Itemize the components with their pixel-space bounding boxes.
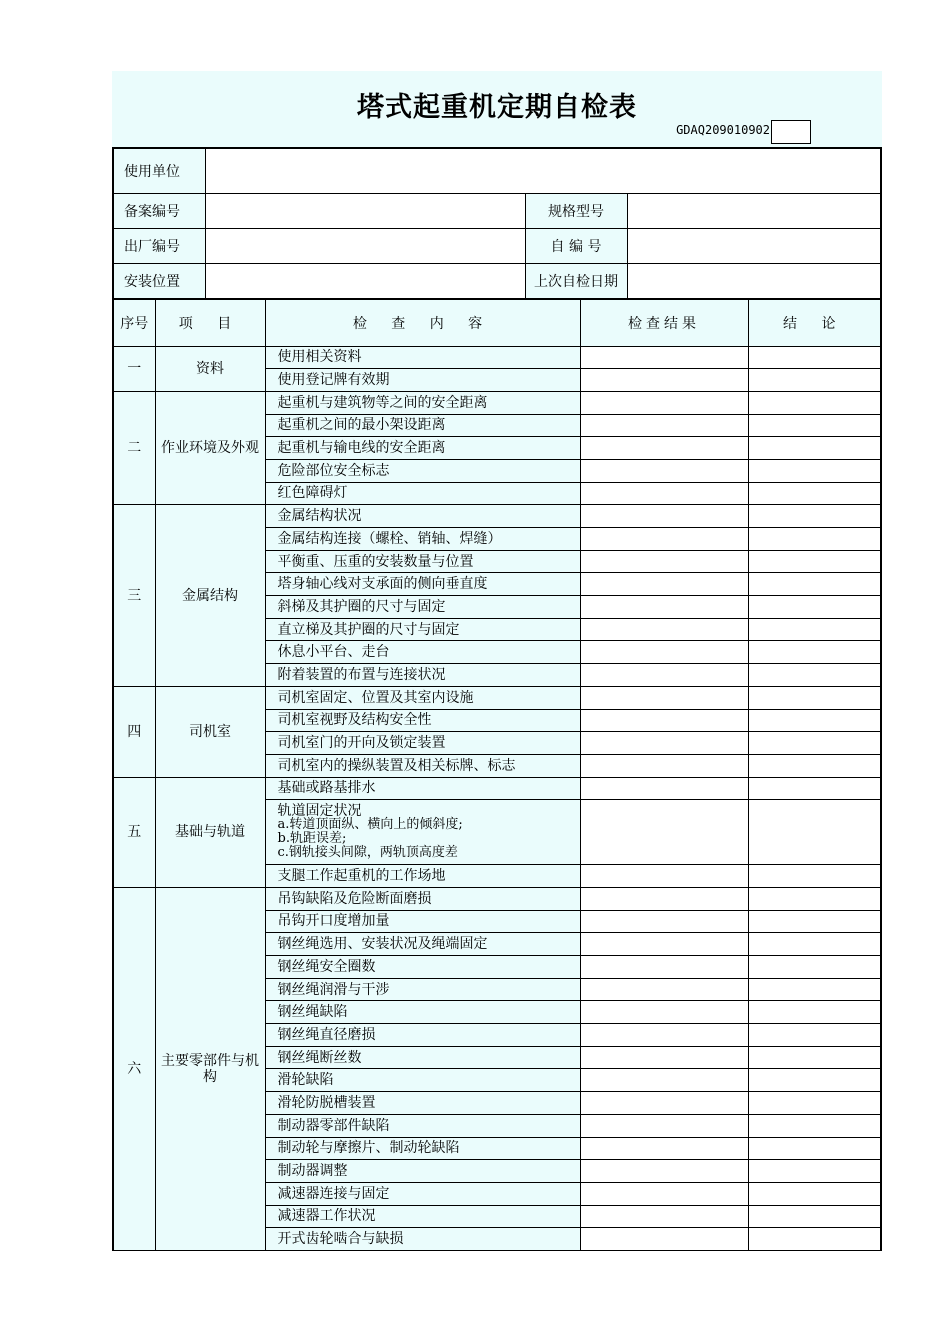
section-name: 基础与轨道 — [155, 777, 265, 887]
conclusion-cell[interactable] — [748, 1205, 881, 1228]
col-content: 检 查 内 容 — [265, 299, 580, 346]
col-item: 项 目 — [155, 299, 265, 346]
result-cell[interactable] — [580, 1024, 748, 1047]
conclusion-cell[interactable] — [748, 618, 881, 641]
section-seq: 二 — [113, 391, 155, 504]
result-cell[interactable] — [580, 1046, 748, 1069]
table-row — [113, 346, 881, 369]
check-item: 使用登记牌有效期 — [265, 369, 580, 392]
track-fixing-subitem: a.转道顶面纵、横向上的倾斜度; — [277, 817, 463, 833]
check-item-track-fixing — [265, 800, 580, 865]
conclusion-cell[interactable] — [748, 505, 881, 528]
record-no-label: 备案编号 — [113, 193, 205, 228]
result-cell[interactable] — [580, 1001, 748, 1024]
conclusion-cell[interactable] — [748, 1114, 881, 1137]
check-item: 起重机之间的最小架设距离 — [265, 414, 580, 437]
check-item: 金属结构连接（螺栓、销轴、焊缝） — [265, 528, 580, 551]
check-item: 减速器工作状况 — [265, 1205, 580, 1228]
section-name: 金属结构 — [155, 505, 265, 687]
result-cell[interactable] — [580, 414, 748, 437]
result-cell[interactable] — [580, 391, 748, 414]
page-title: 塔式起重机定期自检表 — [357, 92, 637, 123]
result-cell[interactable] — [580, 573, 748, 596]
section-name: 作业环境及外观 — [155, 391, 265, 504]
check-item: 司机室内的操纵装置及相关标牌、标志 — [265, 754, 580, 777]
conclusion-cell[interactable] — [748, 1137, 881, 1160]
result-cell[interactable] — [580, 777, 748, 800]
result-cell[interactable] — [580, 641, 748, 664]
check-item: 平衡重、压重的安装数量与位置 — [265, 550, 580, 573]
section-seq: 五 — [113, 777, 155, 887]
result-cell[interactable] — [580, 505, 748, 528]
table-row — [113, 686, 881, 709]
table-row — [113, 887, 881, 910]
factory-no-label: 出厂编号 — [113, 228, 205, 263]
check-item: 吊钩开口度增加量 — [265, 910, 580, 933]
check-item: 钢丝绳直径磨损 — [265, 1024, 580, 1047]
model-label: 规格型号 — [525, 193, 627, 228]
inspection-table — [112, 299, 882, 1251]
conclusion-cell[interactable] — [748, 482, 881, 505]
conclusion-cell[interactable] — [748, 664, 881, 687]
conclusion-cell[interactable] — [748, 800, 881, 865]
conclusion-cell[interactable] — [748, 1160, 881, 1183]
result-cell[interactable] — [580, 910, 748, 933]
section-seq: 三 — [113, 505, 155, 687]
result-cell[interactable] — [580, 1160, 748, 1183]
section-name: 司机室 — [155, 686, 265, 777]
header-row — [113, 299, 881, 346]
last-check-label: 上次自检日期 — [525, 263, 627, 298]
result-cell[interactable] — [580, 369, 748, 392]
check-item: 开式齿轮啮合与缺损 — [265, 1228, 580, 1251]
result-cell[interactable] — [580, 1228, 748, 1251]
location-field[interactable] — [205, 263, 525, 298]
conclusion-cell[interactable] — [748, 1001, 881, 1024]
check-item: 滑轮防脱槽装置 — [265, 1092, 580, 1115]
check-item: 使用相关资料 — [265, 346, 580, 369]
conclusion-cell[interactable] — [748, 933, 881, 956]
result-cell[interactable] — [580, 1205, 748, 1228]
check-item: 钢丝绳安全圈数 — [265, 956, 580, 979]
check-item: 塔身轴心线对支承面的侧向垂直度 — [265, 573, 580, 596]
result-cell[interactable] — [580, 865, 748, 888]
check-item: 危险部位安全标志 — [265, 459, 580, 482]
check-item: 制动轮与摩擦片、制动轮缺陷 — [265, 1137, 580, 1160]
section-name: 主要零部件与机构 — [155, 887, 265, 1250]
section-seq: 六 — [113, 887, 155, 1250]
result-cell[interactable] — [580, 482, 748, 505]
result-cell[interactable] — [580, 732, 748, 755]
conclusion-cell[interactable] — [748, 369, 881, 392]
record-no-field[interactable] — [205, 193, 525, 228]
conclusion-cell[interactable] — [748, 1069, 881, 1092]
conclusion-cell[interactable] — [748, 459, 881, 482]
form-sheet — [112, 71, 882, 1251]
form-code: GDAQ209010902 — [676, 123, 770, 137]
check-item: 红色障碍灯 — [265, 482, 580, 505]
result-cell[interactable] — [580, 1137, 748, 1160]
factory-no-field[interactable] — [205, 228, 525, 263]
conclusion-cell[interactable] — [748, 1092, 881, 1115]
conclusion-cell[interactable] — [748, 978, 881, 1001]
conclusion-cell[interactable] — [748, 550, 881, 573]
conclusion-cell[interactable] — [748, 777, 881, 800]
result-cell[interactable] — [580, 459, 748, 482]
result-cell[interactable] — [580, 754, 748, 777]
conclusion-cell[interactable] — [748, 1182, 881, 1205]
conclusion-cell[interactable] — [748, 1228, 881, 1251]
col-result: 检查结果 — [580, 299, 748, 346]
conclusion-cell[interactable] — [748, 1024, 881, 1047]
result-cell[interactable] — [580, 933, 748, 956]
table-row — [113, 505, 881, 528]
last-check-field[interactable] — [627, 263, 881, 298]
result-cell[interactable] — [580, 1092, 748, 1115]
conclusion-cell[interactable] — [748, 391, 881, 414]
result-cell[interactable] — [580, 664, 748, 687]
result-cell[interactable] — [580, 800, 748, 865]
location-label: 安装位置 — [113, 263, 205, 298]
check-item: 起重机与建筑物等之间的安全距离 — [265, 391, 580, 414]
result-cell[interactable] — [580, 437, 748, 460]
result-cell[interactable] — [580, 1114, 748, 1137]
result-cell[interactable] — [580, 956, 748, 979]
result-cell[interactable] — [580, 978, 748, 1001]
track-fixing-title: 轨道固定状况 — [277, 803, 362, 820]
result-cell[interactable] — [580, 887, 748, 910]
check-item: 滑轮缺陷 — [265, 1069, 580, 1092]
conclusion-cell[interactable] — [748, 754, 881, 777]
check-item: 金属结构状况 — [265, 505, 580, 528]
conclusion-cell[interactable] — [748, 346, 881, 369]
conclusion-cell[interactable] — [748, 709, 881, 732]
self-no-field[interactable] — [627, 228, 881, 263]
section-name: 资料 — [155, 346, 265, 391]
check-item: 休息小平台、走台 — [265, 641, 580, 664]
check-item: 起重机与输电线的安全距离 — [265, 437, 580, 460]
result-cell[interactable] — [580, 596, 748, 619]
result-cell[interactable] — [580, 618, 748, 641]
conclusion-cell[interactable] — [748, 910, 881, 933]
check-item: 基础或路基排水 — [265, 777, 580, 800]
conclusion-cell[interactable] — [748, 528, 881, 551]
check-item: 钢丝绳选用、安装状况及绳端固定 — [265, 933, 580, 956]
user-unit-label: 使用单位 — [113, 148, 205, 193]
conclusion-cell[interactable] — [748, 732, 881, 755]
result-cell[interactable] — [580, 1069, 748, 1092]
result-cell[interactable] — [580, 346, 748, 369]
check-item: 制动器调整 — [265, 1160, 580, 1183]
check-item: 减速器连接与固定 — [265, 1182, 580, 1205]
title-band — [112, 71, 882, 147]
check-item: 斜梯及其护圈的尺寸与固定 — [265, 596, 580, 619]
conclusion-cell[interactable] — [748, 887, 881, 910]
table-row — [113, 777, 881, 800]
check-item: 司机室门的开向及锁定装置 — [265, 732, 580, 755]
col-seq: 序号 — [113, 299, 155, 346]
check-item: 制动器零部件缺陷 — [265, 1114, 580, 1137]
section-seq: 四 — [113, 686, 155, 777]
check-item: 钢丝绳缺陷 — [265, 1001, 580, 1024]
result-cell[interactable] — [580, 528, 748, 551]
form-code-suffix-field[interactable] — [771, 120, 811, 144]
check-item: 钢丝绳断丝数 — [265, 1046, 580, 1069]
track-fixing-subitem: b.轨距误差; — [277, 831, 347, 847]
check-item: 附着装置的布置与连接状况 — [265, 664, 580, 687]
result-cell[interactable] — [580, 1182, 748, 1205]
result-cell[interactable] — [580, 709, 748, 732]
conclusion-cell[interactable] — [748, 1046, 881, 1069]
section-seq: 一 — [113, 346, 155, 391]
check-item: 吊钩缺陷及危险断面磨损 — [265, 887, 580, 910]
conclusion-cell[interactable] — [748, 641, 881, 664]
col-conclusion: 结 论 — [748, 299, 881, 346]
conclusion-cell[interactable] — [748, 414, 881, 437]
conclusion-cell[interactable] — [748, 686, 881, 709]
check-item: 司机室固定、位置及其室内设施 — [265, 686, 580, 709]
conclusion-cell[interactable] — [748, 865, 881, 888]
model-field[interactable] — [627, 193, 881, 228]
result-cell[interactable] — [580, 686, 748, 709]
track-fixing-subitem: c.钢轨接头间隙，两轨顶高度差 — [277, 845, 458, 861]
conclusion-cell[interactable] — [748, 956, 881, 979]
conclusion-cell[interactable] — [748, 596, 881, 619]
check-item: 直立梯及其护圈的尺寸与固定 — [265, 618, 580, 641]
table-row — [113, 391, 881, 414]
conclusion-cell[interactable] — [748, 573, 881, 596]
conclusion-cell[interactable] — [748, 437, 881, 460]
user-unit-field[interactable] — [205, 148, 881, 193]
check-item: 司机室视野及结构安全性 — [265, 709, 580, 732]
equipment-info-table — [112, 147, 882, 299]
check-item: 钢丝绳润滑与干涉 — [265, 978, 580, 1001]
self-no-label: 自 编 号 — [525, 228, 627, 263]
result-cell[interactable] — [580, 550, 748, 573]
check-item: 支腿工作起重机的工作场地 — [265, 865, 580, 888]
